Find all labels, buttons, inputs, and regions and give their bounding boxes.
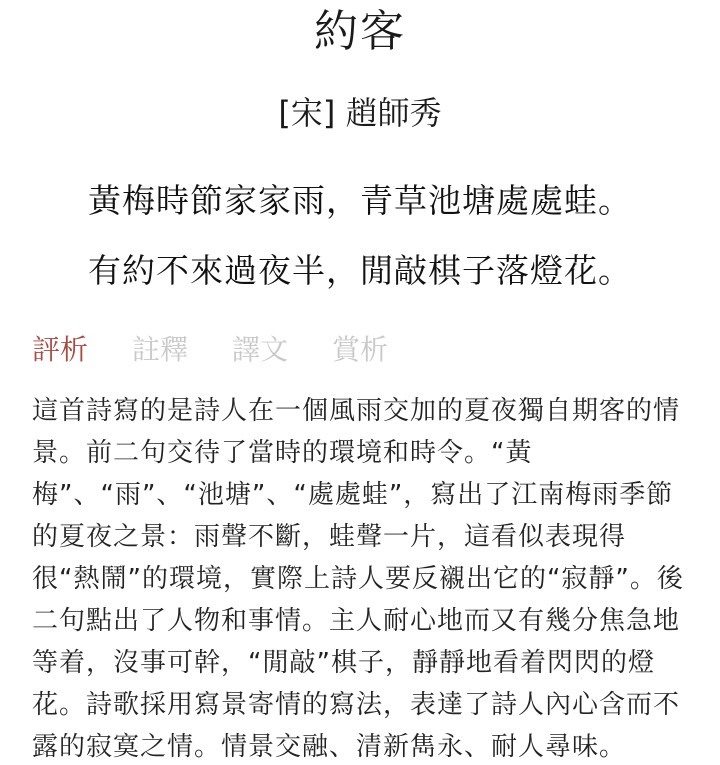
tab-bar (32, 328, 432, 372)
poem-line-2: 有約不來過夜半，閒敲棋子落燈花。 (88, 251, 632, 290)
poem-author: [宋] 趙師秀 (278, 94, 442, 132)
analysis-text: 這首詩寫的是詩人在一個風雨交加的夏夜獨自期客的情景。前二句交待了當時的環境和時令。“黃梅”、“雨”、“池塘”、“處處蛙”，寫出了江南梅雨季節的夏夜之景：雨聲不斷，蛙聲一片，這看似表現得很“熱鬧”的環境，實際上詩人要反襯出它的“寂靜”。後二句點出了人物和事情。主人耐心地而又有幾分焦急地等着，沒事可幹，“閒敲”棋子，靜靜地看着閃閃的燈花。詩歌採用寫景寄情的寫法，表達了詩人內心含而不露的寂寞之情。情景交融、清新雋永、耐人尋味。 (32, 396, 684, 762)
tab-translation[interactable]: 譯文 (232, 333, 289, 366)
poem-line-1: 黃梅時節家家雨，青草池塘處處蛙。 (88, 181, 632, 220)
tab-appreciation[interactable]: 賞析 (332, 333, 389, 366)
poem-title: 約客 (314, 6, 406, 57)
poem-body (0, 166, 720, 306)
tab-analysis[interactable]: 評析 (32, 333, 89, 366)
tab-annotation[interactable]: 註釋 (132, 333, 189, 366)
